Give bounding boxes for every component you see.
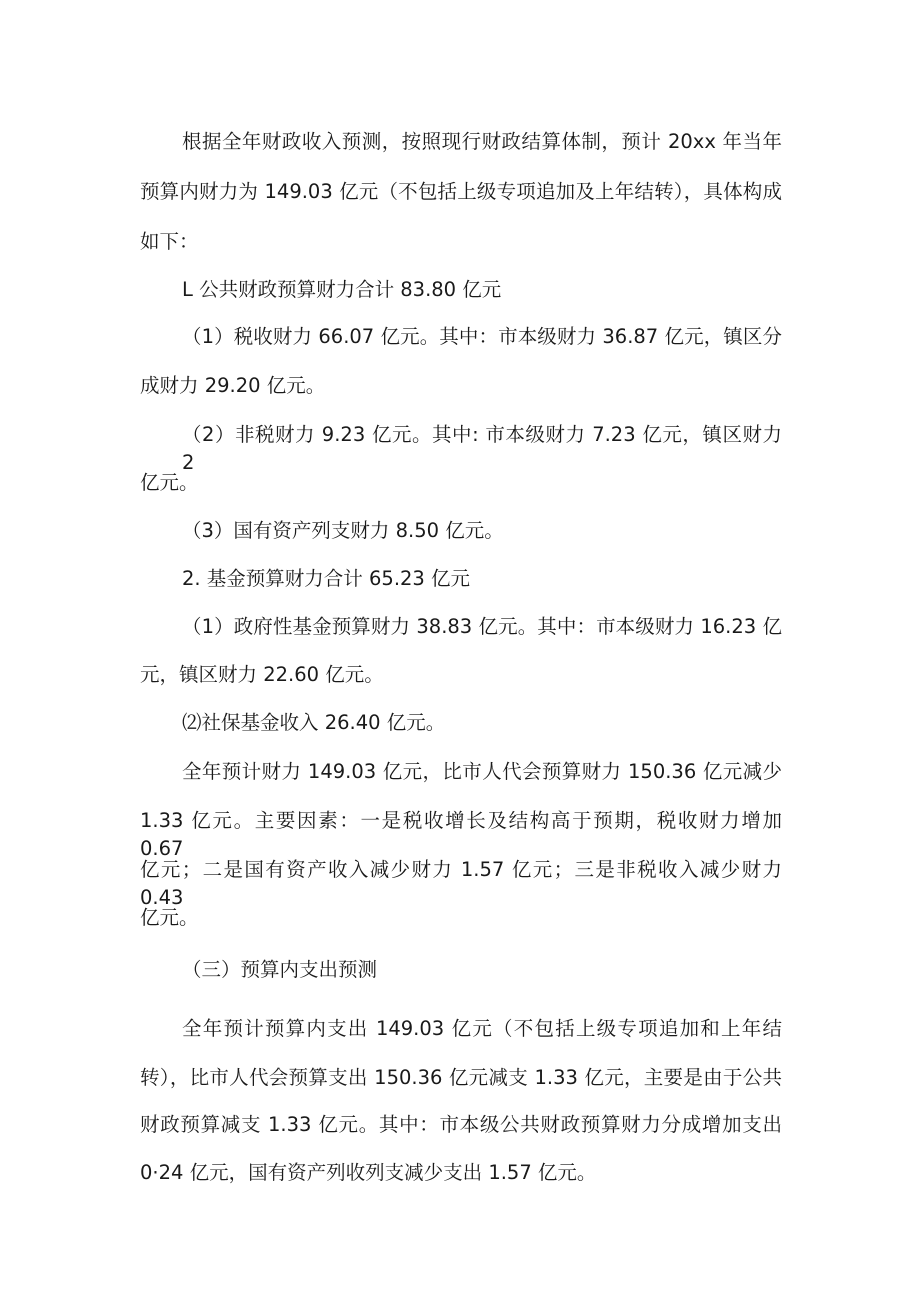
summary-line-1: 全年预计财力 149.03 亿元，比市人代会预算财力 150.36 亿元减少 xyxy=(182,760,782,783)
section-3-heading: （三）预算内支出预测 xyxy=(182,958,378,981)
item-1-2-line-1: （2）非税财力 9.23 亿元。其中: 市本级财力 7.23 亿元，镇区财力 2 xyxy=(182,423,782,474)
expenditure-line-3: 财政预算减支 1.33 亿元。其中：市本级公共财政预算财力分成增加支出 xyxy=(140,1113,782,1136)
section-1-heading: L 公共财政预算财力合计 83.80 亿元 xyxy=(182,278,502,301)
paragraph-1-line-1: 根据全年财政收入预测，按照现行财政结算体制，预计 20xx 年当年 xyxy=(182,130,782,153)
paragraph-1-line-3: 如下： xyxy=(140,230,199,253)
item-1-1-line-2: 成财力 29.20 亿元。 xyxy=(140,374,326,397)
summary-line-2: 1.33 亿元。主要因素：一是税收增长及结构高于预期，税收财力增加 0.67 xyxy=(140,809,782,860)
paragraph-1-line-2: 预算内财力为 149.03 亿元（不包括上级专项追加及上年结转），具体构成 xyxy=(140,180,782,203)
expenditure-line-2: 转），比市人代会预算支出 150.36 亿元减支 1.33 亿元，主要是由于公共 xyxy=(140,1066,782,1089)
item-2-1-line-1: （1）政府性基金预算财力 38.83 亿元。其中：市本级财力 16.23 亿 xyxy=(182,615,782,638)
item-1-2-line-2: 亿元。 xyxy=(140,471,199,494)
item-2-2: ⑵社保基金收入 26.40 亿元。 xyxy=(182,711,446,734)
item-2-1-line-2: 元，镇区财力 22.60 亿元。 xyxy=(140,663,384,686)
summary-line-3: 亿元；二是国有资产收入减少财力 1.57 亿元；三是非税收入减少财力 0.43 xyxy=(140,858,782,909)
expenditure-line-1: 全年预计预算内支出 149.03 亿元（不包括上级专项追加和上年结 xyxy=(182,1017,782,1040)
item-1-3: （3）国有资产列支财力 8.50 亿元。 xyxy=(182,519,504,542)
section-2-heading: 2. 基金预算财力合计 65.23 亿元 xyxy=(182,567,471,590)
item-1-1-line-1: （1）税收财力 66.07 亿元。其中：市本级财力 36.87 亿元，镇区分 xyxy=(182,325,782,348)
expenditure-line-4: 0·24 亿元，国有资产列收列支减少支出 1.57 亿元。 xyxy=(140,1161,597,1184)
summary-line-4: 亿元。 xyxy=(140,906,199,929)
